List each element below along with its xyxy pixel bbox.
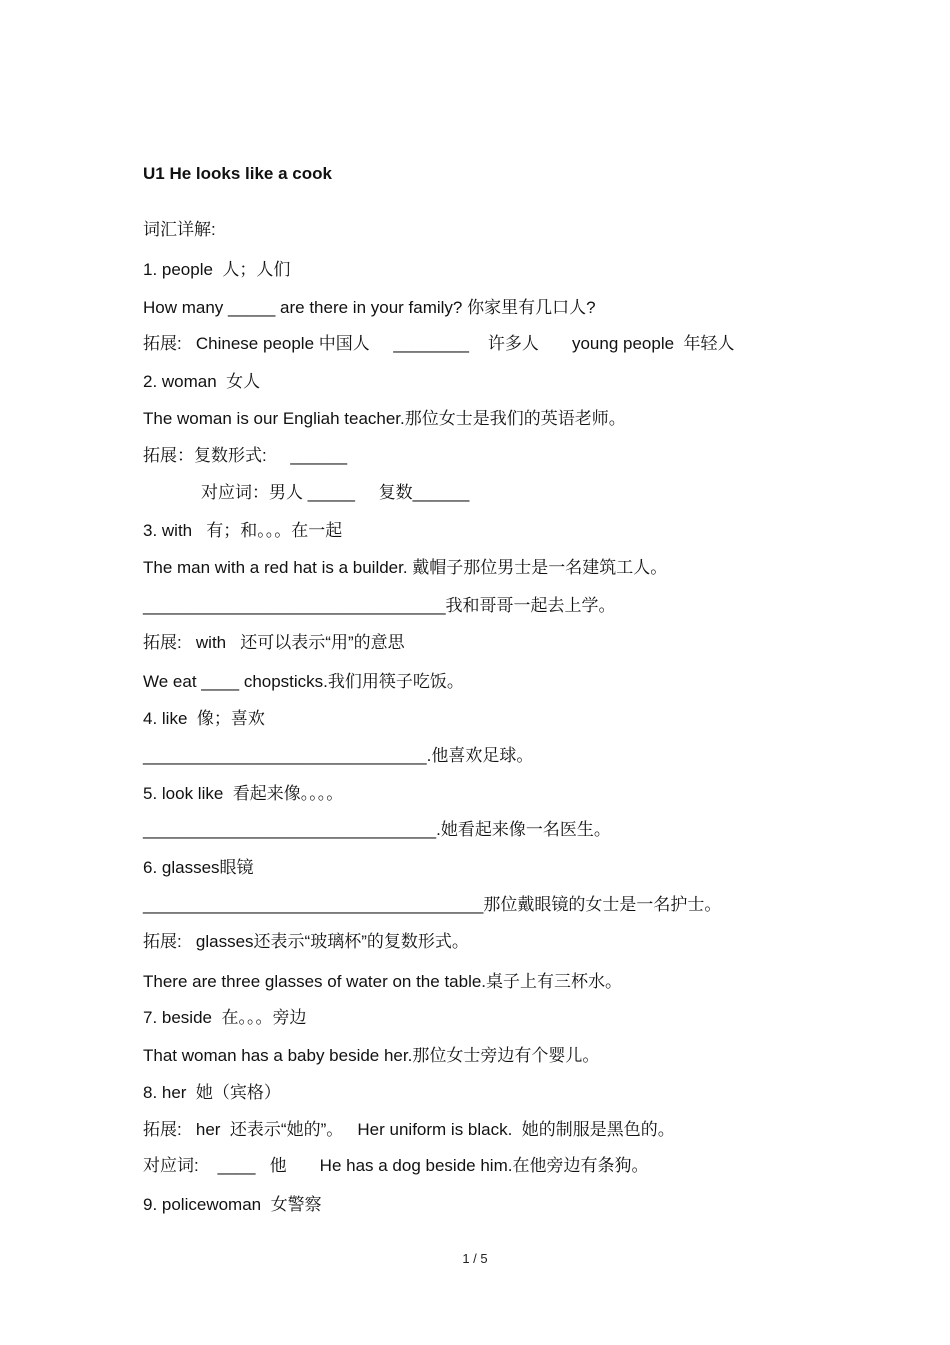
vocab-item-beside: 7. beside 在。。。旁边	[143, 1008, 307, 1027]
example-sentence: There are three glasses of water on the table.桌子上有三杯水。	[143, 972, 623, 991]
example-sentence: That woman has a baby beside her.那位女士旁边有个婴儿。	[143, 1046, 600, 1065]
extension-note: 拓展: with 还可以表示“用”的意思	[143, 633, 405, 652]
translation-exercise: ________________________________我和哥哥一起去上学。	[143, 596, 616, 615]
vocab-item-like: 4. like 像；喜欢	[143, 709, 265, 728]
extension-note: 拓展: glasses还表示“玻璃杯”的复数形式。	[143, 932, 469, 951]
page-number: 1 / 5	[462, 1251, 488, 1266]
extension-note: 拓展：复数形式: ______	[143, 446, 348, 465]
counterpart-note: 对应词：男人 _____ 复数______	[201, 483, 470, 502]
example-sentence: The man with a red hat is a builder. 戴帽子那位男士是一名建筑工人。	[143, 558, 668, 577]
vocab-item-woman: 2. woman 女人	[143, 372, 261, 391]
vocab-item-policewoman: 9. policewoman 女警察	[143, 1195, 322, 1214]
example-sentence: The woman is our Engliah teacher.那位女士是我们的英语老师。	[143, 409, 626, 428]
translation-exercise: ____________________________________那位戴眼镜的女士是一名护士。	[143, 895, 722, 914]
extension-note: 拓展: Chinese people 中国人 ________ 许多人 young people 年轻人	[143, 334, 735, 353]
translation-exercise: ______________________________.他喜欢足球。	[143, 746, 534, 765]
extension-note: 拓展: her 还表示“她的”。 Her uniform is black. 她的制服是黑色的。	[143, 1120, 675, 1139]
vocab-item-with: 3. with 有；和。。。在一起	[143, 521, 343, 540]
vocab-item-glasses: 6. glasses眼镜	[143, 858, 254, 877]
document-title: U1 He looks like a cook	[143, 164, 332, 183]
counterpart-note: 对应词: ____ 他 He has a dog beside him.在他旁边有条狗。	[143, 1156, 649, 1175]
example-sentence: We eat ____ chopsticks.我们用筷子吃饭。	[143, 672, 464, 691]
example-sentence: How many _____ are there in your family? 你家里有几口人?	[143, 298, 596, 317]
vocab-item-her: 8. her 她（宾格）	[143, 1083, 281, 1102]
vocab-item-look-like: 5. look like 看起来像。。。。	[143, 784, 344, 803]
section-heading: 词汇详解:	[143, 220, 216, 239]
vocab-item-people: 1. people 人；人们	[143, 260, 291, 279]
translation-exercise: _______________________________.她看起来像一名医生。	[143, 820, 611, 839]
